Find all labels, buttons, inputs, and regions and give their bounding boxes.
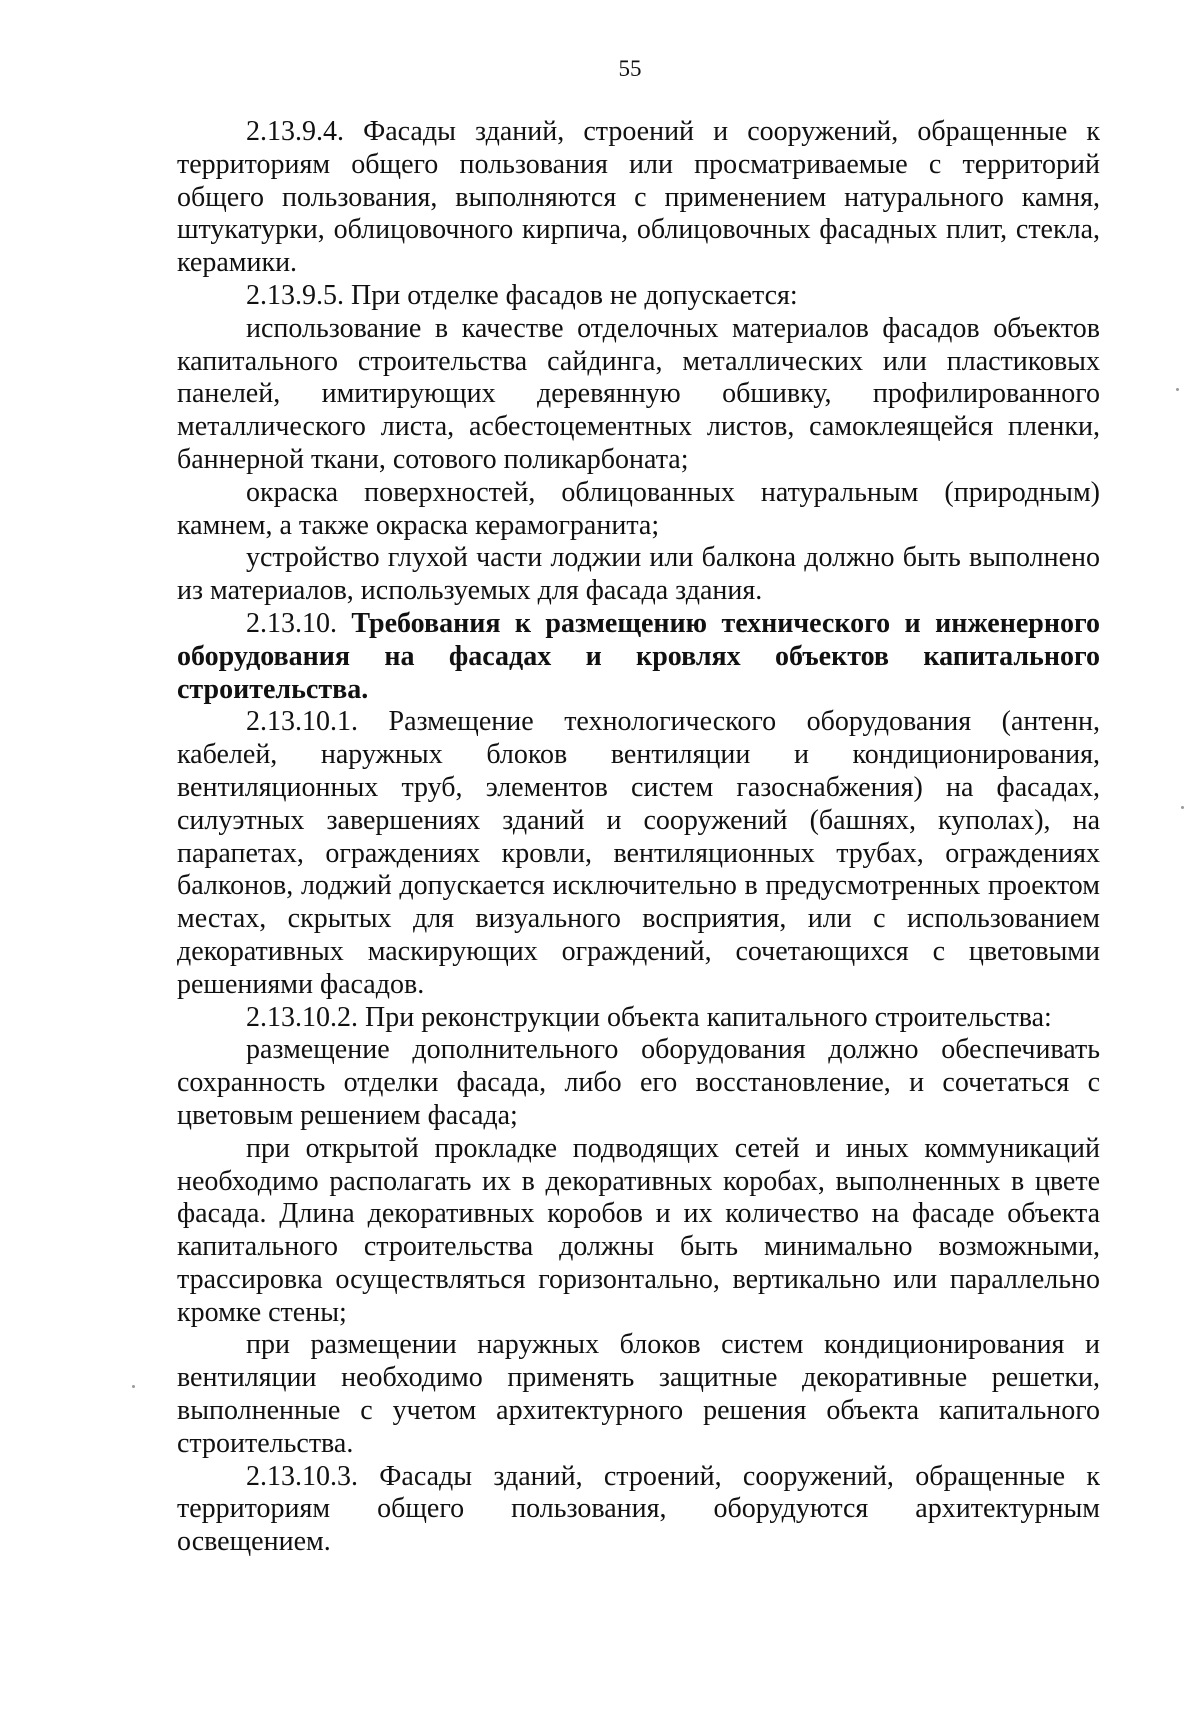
paragraph-text: Фасады зданий, строений, сооружений, обращенные к территориям общего пользования, оборудуются архитектурным освещением. — [177, 1460, 1100, 1558]
section-heading-text: Требования к размещению технического и инженерного оборудования на фасадах и кровлях объектов капитального строительства. — [177, 607, 1100, 705]
paragraph-text: при открытой прокладке подводящих сетей и иных коммуникаций необходимо располагать их в декоративных коробах, выполненных в цвете фасада. Длина декоративных коробов и их количество на фасаде объекта капитального строительства должны быть минимально возможными, трассировка осуществляться горизонтально, вертикально или параллельно кромке стены; — [177, 1132, 1100, 1328]
paragraph-text: при размещении наружных блоков систем кондиционирования и вентиляции необходимо применять защитные декоративные решетки, выполненные с учетом архитектурного решения объекта капитального строительства. — [177, 1329, 1100, 1459]
paragraph-2-13-9-5 — [177, 280, 1100, 313]
clause-number: 2.13.10.2. — [246, 1001, 358, 1033]
paragraph-2-13-10-3 — [177, 1461, 1100, 1559]
paragraph-2-13-9-4 — [177, 116, 1100, 280]
paragraph-list-item — [177, 477, 1100, 543]
paragraph-list-item — [177, 1034, 1100, 1132]
clause-number: 2.13.9.5. — [246, 279, 344, 311]
paragraph-text: использование в качестве отделочных материалов фасадов объектов капитального строительства сайдинга, металлических или пластиковых панелей, имитирующих деревянную обшивку, профилированного металлического листа, асбестоцементных листов, самоклеящейся пленки, баннерной ткани, сотового поликарбоната; — [177, 312, 1100, 475]
page-number: 55 — [618, 56, 642, 81]
scan-speck — [1176, 388, 1179, 391]
clause-number: 2.13.9.4. — [246, 116, 344, 147]
paragraph-list-item — [177, 313, 1100, 477]
clause-number: 2.13.10. — [246, 607, 337, 639]
paragraph-list-item — [177, 1133, 1100, 1330]
document-body — [177, 116, 1100, 1559]
paragraph-2-13-10-1 — [177, 706, 1100, 1001]
scan-speck — [1181, 806, 1184, 809]
paragraph-text: При отделке фасадов не допускается: — [351, 279, 798, 311]
scan-speck — [132, 1385, 135, 1388]
clause-number: 2.13.10.1. — [246, 706, 358, 738]
clause-number: 2.13.10.3. — [246, 1460, 358, 1492]
section-heading-2-13-10 — [177, 608, 1100, 706]
paragraph-text: размещение дополнительного оборудования должно обеспечивать сохранность отделки фасада, либо его восстановление, и сочетаться с цветовым решением фасада; — [177, 1034, 1100, 1131]
paragraph-text: Размещение технологического оборудования (антенн, кабелей, наружных блоков вентиляции и кондиционирования, вентиляционных труб, элементов систем газоснабжения) на фасадах, силуэтных завершениях зданий и сооружений (башнях, куполах), на парапетах, ограждениях кровли, вентиляционных трубах, ограждениях балконов, лоджий допускается исключительно в предусмотренных проектом местах, скрытых для визуального восприятия, или с использованием декоративных маскирующих ограждений, сочетающихся с цветовыми решениями фасадов. — [177, 706, 1100, 1000]
paragraph-text: устройство глухой части лоджии или балкона должно быть выполнено из материалов, используемых для фасада здания. — [177, 542, 1100, 607]
paragraph-list-item — [177, 542, 1100, 608]
paragraph-text: При реконструкции объекта капитального строительства: — [365, 1001, 1052, 1033]
paragraph-list-item — [177, 1329, 1100, 1460]
paragraph-text: Фасады зданий, строений и сооружений, обращенные к территориям общего пользования или просматриваемые с территорий общего пользования, выполняются с применением натурального камня, штукатурки, облицовочного кирпича, облицовочных фасадных плит, стекла, керамики. — [177, 116, 1100, 279]
paragraph-text: окраска поверхностей, облицованных натуральным (природным) камнем, а также окраска керамогранита; — [177, 476, 1100, 541]
paragraph-2-13-10-2 — [177, 1002, 1100, 1035]
